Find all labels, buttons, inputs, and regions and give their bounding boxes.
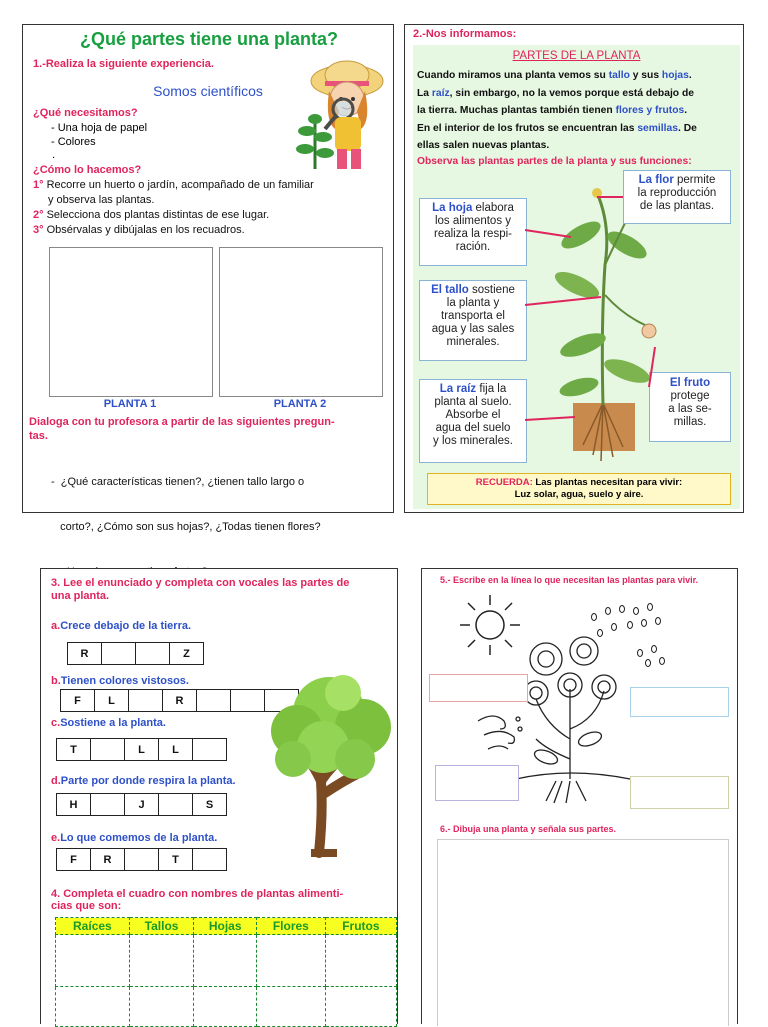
worksheet-page-3 [40,568,398,1024]
question-6-heading: 6.- Dibuja una planta y señala sus partes. [440,824,617,834]
letter-box[interactable] [90,738,125,761]
item-e-letter-boxes [57,848,227,871]
stray-dot: . [52,149,56,161]
question-line: corto?, ¿Cómo son sus hojas?, ¿Todas tienen flores? [51,521,321,533]
intro-text: Cuando miramos una planta vemos su tallo y sus hojas. La raíz, sin embargo, no la vemos porque está debajo de la tierra. Muchas plantas también tienen flores y frutos. En el interior de los frutos se encuentran las semillas. De ellas salen nuevas plantas. [417,70,697,151]
letter-box[interactable] [158,793,193,816]
letter-box[interactable] [192,738,227,761]
flower-callout: La flor permite la reproducción de las plantas. [623,170,731,224]
table-cell[interactable] [194,935,257,987]
question-3-heading: 3. Lee el enunciado y completa con vocales las partes de una planta. [51,577,350,602]
letter-box[interactable]: F [56,848,91,871]
item-a-letter-boxes [68,642,204,665]
letter-box[interactable]: Z [169,642,204,665]
letter-box[interactable]: R [162,689,197,712]
girl-scientist-illustration [285,51,393,173]
letter-box[interactable]: S [192,793,227,816]
step-1: 1° Recorre un huerto o jardín, acompañado de un familiar [33,179,314,191]
item-d-prompt: d.Parte por donde respira la planta. [51,775,236,787]
steps-list [33,178,393,238]
table-cell[interactable] [129,935,194,987]
letter-box[interactable] [124,848,159,871]
letter-box[interactable] [135,642,170,665]
item-e-prompt: e.Lo que comemos de la planta. [51,832,218,844]
letter-box[interactable]: T [56,738,91,761]
section-1-heading: 1.-Realiza la siguiente experiencia. [33,58,214,70]
col-header-flores: Flores [256,918,325,935]
step-1-cont: y observa las plantas. [48,194,155,206]
root-callout: La raíz fija la planta al suelo. Absorbe el agua del suelo y los minerales. [419,379,527,463]
remember-box: RECUERDA: Las plantas necesitan para vivir: Luz solar, agua, suelo y aire. [427,473,731,505]
step-3: 3° Obsérvalas y dibújalas en los recuadros. [33,224,245,236]
step-2: 2° Selecciona dos plantas distintas de ese lugar. [33,209,270,221]
letter-box[interactable]: H [56,793,91,816]
col-header-tallos: Tallos [129,918,194,935]
need-item: - Colores [51,136,96,148]
section-2-heading: 2.-Nos informamos: [413,28,517,40]
worksheet-page-2 [404,24,744,513]
plant-1-label: PLANTA 1 [103,398,157,410]
letter-box[interactable]: L [158,738,193,761]
letter-box[interactable] [196,689,231,712]
leaf-callout: La hoja elabora los alimentos y realiza la respi- ración. [419,198,527,266]
item-a-prompt: a.Crece debajo de la tierra. [51,620,192,632]
answer-box-water[interactable] [630,687,729,717]
question-line: - ¿Qué características tienen?, ¿tienen tallo largo o [51,476,305,488]
letter-box[interactable]: L [94,689,129,712]
stem-callout: El tallo sostiene la planta y transporta el agua y las sales minerales. [419,280,527,361]
letter-box[interactable] [192,848,227,871]
letter-box[interactable]: R [90,848,125,871]
letter-box[interactable] [230,689,265,712]
question-4-heading: 4. Completa el cuadro con nombres de plantas alimenti- cias que son: [51,888,344,912]
item-b-prompt: b.Tienen colores vistosos. [51,675,189,687]
table-cell[interactable] [129,987,194,1027]
needs-list [51,121,147,149]
letter-box[interactable] [90,793,125,816]
tree-illustration [263,663,397,859]
letter-box[interactable]: L [124,738,159,761]
answer-box-sun[interactable] [429,674,528,702]
need-item: - Una hoja de papel [51,122,148,134]
answer-box-soil[interactable] [630,776,729,809]
dialog-instruction: Dialoga con tu profesora a partir de las siguientes pregun- tas. [29,416,335,442]
letter-box[interactable] [101,642,136,665]
letter-box[interactable]: J [124,793,159,816]
answer-box-air[interactable] [435,765,519,801]
col-header-hojas: Hojas [194,918,257,935]
item-c-prompt: c.Sostiene a la planta. [51,717,166,729]
page-title: ¿Qué partes tiene una planta? [79,29,339,49]
question-5-heading: 5.- Escribe en la línea lo que necesitan las plantas para vivir. [440,575,699,585]
table-cell[interactable] [256,987,325,1027]
worksheet-page-1 [22,24,394,533]
observe-instruction: Observa las plantas partes de la planta y sus funciones: [417,156,692,167]
item-d-letter-boxes [57,793,227,816]
letter-box[interactable]: T [158,848,193,871]
wind-icon [474,709,526,757]
parts-heading: PARTES DE LA PLANTA [512,50,641,62]
table-cell[interactable] [325,935,396,987]
table-cell[interactable] [256,935,325,987]
plant-2-drawing-box[interactable] [219,247,383,397]
letter-box[interactable] [128,689,163,712]
worksheet-page-4 [421,568,738,1024]
somos-cientificos-subtitle: Somos científicos [153,83,263,99]
need-question: ¿Qué necesitamos? [33,107,138,119]
letter-box[interactable]: F [60,689,95,712]
letter-box[interactable]: R [67,642,102,665]
food-plants-table [55,917,397,1027]
plant-1-drawing-box[interactable] [49,247,213,397]
table-cell[interactable] [194,987,257,1027]
table-cell[interactable] [325,987,396,1027]
table-cell[interactable] [56,987,130,1027]
fruit-callout: El fruto protege a las se- millas. [649,372,731,442]
col-header-frutos: Frutos [325,918,396,935]
plant-drawing-area[interactable] [437,839,729,1026]
how-question: ¿Cómo lo hacemos? [33,164,142,176]
callout-pointer-lines [405,25,745,514]
item-c-letter-boxes [57,738,227,761]
plant-2-label: PLANTA 2 [273,398,327,410]
table-cell[interactable] [56,935,130,987]
col-header-raices: Raíces [56,918,130,935]
